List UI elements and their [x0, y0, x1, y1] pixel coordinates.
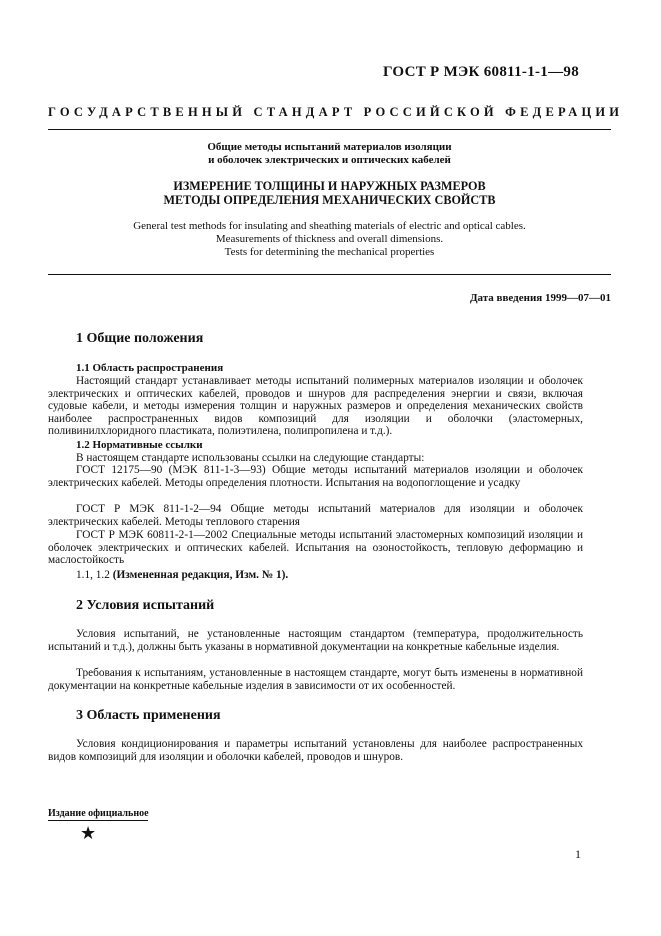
general-title-line: и оболочек электрических и оптических кабелей [208, 154, 451, 166]
reference-item: ГОСТ 12175—90 (МЭК 811-1-3—93) Общие методы испытаний материалов изоляции и оболочек электрических кабелей. Методы определения плотности. Испытания на водопоглощение и усадку [48, 464, 583, 489]
general-title [48, 141, 611, 167]
official-edition-label: Издание официальное [48, 808, 149, 819]
main-title-line: ИЗМЕРЕНИЕ ТОЛЩИНЫ И НАРУЖНЫХ РАЗМЕРОВ [173, 179, 486, 193]
state-standard-title: ГОСУДАРСТВЕННЫЙ СТАНДАРТ РОССИЙСКОЙ ФЕДЕРАЦИИ [48, 105, 624, 119]
title-divider [48, 274, 611, 275]
subsection-1-1-heading: 1.1 Область распространения [76, 362, 224, 374]
effective-date: Дата введения 1999—07—01 [469, 292, 611, 304]
subsection-1-1-text: Настоящий стандарт устанавливает методы испытаний полимерных материалов изоляции и оболочек электрических и оптических кабелей, проводов и шнуров для распределения энергии и связи, включая судовые кабели, и методы измерения толщин и наружных размеров и определения механических свойств наиболее распространенных видов композиций для изоляции и оболочки (эластомерных, поливинилхлоридного пластиката, полиэтилена, полипропилена и т.д.). [48, 375, 583, 438]
section-2-paragraph: Требования к испытаниям, установленные в настоящем стандарте, могут быть изменены в нормативной документации на конкретные кабельные изделия в зависимости от их особенностей. [48, 667, 583, 692]
reference-item: ГОСТ Р МЭК 60811-2-1—2002 Специальные методы испытаний эластомерных композиций изоляции и оболочек электрических и оптических кабелей. Испытания на озоностойкость, тепловую деформацию и маслостойкость [48, 529, 583, 567]
english-title-line: General test methods for insulating and sheathing materials of electric and optical cables. [133, 220, 526, 232]
section-2-paragraph: Условия испытаний, не установленные настоящим стандартом (температура, продолжительность испытаний и т.д.), должны быть указаны в нормативной документации на конкретные кабельные изделия. [48, 628, 583, 653]
subsection-1-2-intro: В настоящем стандарте использованы ссылки на следующие стандарты: [76, 452, 425, 464]
section-2-heading: 2 Условия испытаний [76, 598, 215, 613]
english-title [48, 220, 611, 259]
change-note: 1.1, 1.2 (Измененная редакция, Изм. № 1). [76, 569, 289, 581]
reference-item: ГОСТ Р МЭК 811-1-2—94 Общие методы испытаний материалов для изоляции и оболочек электрических кабелей. Методы теплового старения [48, 503, 583, 528]
general-title-line: Общие методы испытаний материалов изоляции [207, 141, 452, 153]
main-title [48, 179, 611, 207]
document-code: ГОСТ Р МЭК 60811-1-1—98 [382, 64, 579, 80]
star-icon: ★ [80, 823, 97, 843]
english-title-line: Measurements of thickness and overall dimensions. [215, 233, 444, 245]
section-1-heading: 1 Общие положения [76, 331, 204, 346]
page-number: 1 [575, 847, 581, 861]
top-divider [48, 129, 611, 130]
main-title-line: МЕТОДЫ ОПРЕДЕЛЕНИЯ МЕХАНИЧЕСКИХ СВОЙСТВ [163, 193, 496, 207]
section-3-paragraph: Условия кондиционирования и параметры испытаний установлены для наиболее распространенных видов композиций для изоляции и оболочки кабелей, проводов и шнуров. [48, 738, 583, 763]
subsection-1-2-heading: 1.2 Нормативные ссылки [76, 439, 203, 451]
english-title-line: Tests for determining the mechanical properties [224, 246, 435, 258]
section-3-heading: 3 Область применения [76, 708, 221, 723]
footer-divider [48, 820, 148, 821]
